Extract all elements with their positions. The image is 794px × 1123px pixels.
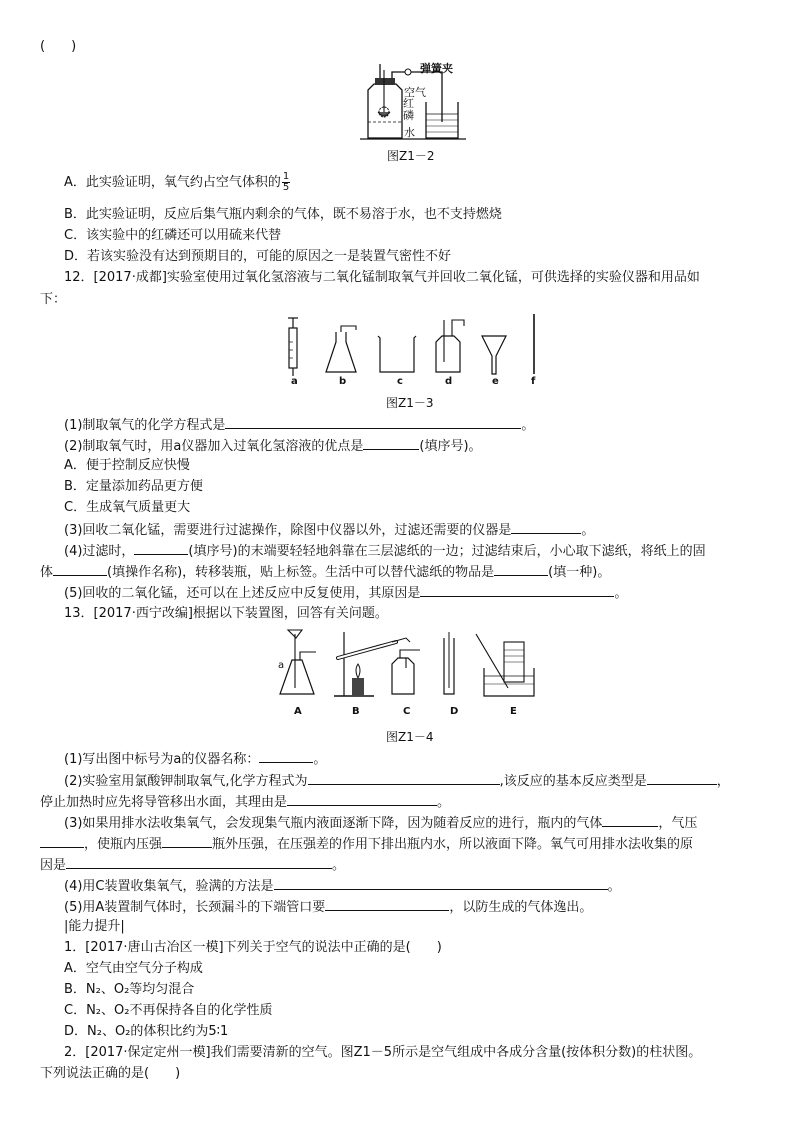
ability-q2-stem-line2: 下列说法正确的是( ) xyxy=(40,1066,181,1081)
ability-q1-option-a: A．空气由空气分子构成 xyxy=(64,961,203,976)
figure-z1-3 xyxy=(280,312,550,392)
answer-blank[interactable] xyxy=(162,834,212,848)
q13-part3-text4: 瓶外压强，在压强差的作用下排出瓶内水，所以液面下降。氧气可用排水法收集的原 xyxy=(212,837,694,852)
q12-option-c: C．生成氧气质量更大 xyxy=(64,500,191,515)
apparatus-label-a: a xyxy=(291,376,298,387)
conical-flask-apparatus xyxy=(326,326,356,372)
q13-part1-end: 。 xyxy=(313,752,327,767)
q11-option-d: D．若该实验没有达到预期目的，可能的原因之一是装置气密性不好 xyxy=(64,249,452,264)
q13-part3-text: (3)如果用排水法收集氧气，会发现集气瓶内液面逐渐下降，因为随着反应的进行，瓶内的气体 xyxy=(64,816,603,831)
q13-part5-end: ，以防生成的气体逸出。 xyxy=(449,900,593,915)
answer-blank[interactable] xyxy=(602,813,658,827)
answer-blank[interactable] xyxy=(325,897,449,911)
apparatus-D xyxy=(444,632,454,694)
answer-bracket: ( ) xyxy=(40,39,77,54)
q12-part5 xyxy=(64,583,627,603)
q13-part5 xyxy=(64,897,592,917)
label-clamp: 弹簧夹 xyxy=(420,62,453,75)
fraction-one-fifth xyxy=(282,172,290,193)
q13-part2-line1 xyxy=(64,771,730,791)
q13-part2-text4: 停止加热时应先将导管移出水面，其理由是 xyxy=(40,795,288,810)
q13-part3-line3 xyxy=(40,855,345,875)
apparatus-label-c: c xyxy=(397,376,403,387)
q12-part3-text: (3)回收二氧化锰，需要进行过滤操作，除图中仪器以外，过滤还需要的仪器是 xyxy=(64,523,512,538)
q12-part1-text: (1)制取氧气的化学方程式是 xyxy=(64,418,226,433)
apparatus-label-E: E xyxy=(510,706,517,717)
apparatus-E xyxy=(476,634,534,696)
label-water: 水 xyxy=(404,126,415,139)
q13-part2-text3: ， xyxy=(716,774,730,789)
q13-part2-text2: ,该反应的基本反应类型是 xyxy=(499,774,647,789)
figure-caption-z1-4: 图Z1－4 xyxy=(386,730,434,744)
apparatus-B xyxy=(334,632,410,696)
q13-part3-end: 。 xyxy=(332,858,346,873)
answer-blank[interactable] xyxy=(134,541,188,555)
q13-stem: 13．[2017·西宁改编]根据以下装置图，回答有关问题。 xyxy=(64,606,388,621)
answer-blank[interactable] xyxy=(494,562,548,576)
figure-z1-4 xyxy=(272,628,540,702)
answer-blank[interactable] xyxy=(308,771,500,785)
q13-part3-text2: ，气压 xyxy=(658,816,698,831)
q13-part2-line2 xyxy=(40,792,450,812)
label-phosphorus: 红磷 xyxy=(403,97,414,122)
beaker-apparatus xyxy=(378,336,416,372)
q13-part3-line2 xyxy=(40,834,693,854)
q12-part4-text: (4)过滤时， xyxy=(64,544,135,559)
q11-option-b: B．此实验证明，反应后集气瓶内剩余的气体，既不易溶于水，也不支持燃烧 xyxy=(64,207,502,222)
figure-caption-z1-3: 图Z1－3 xyxy=(386,396,434,410)
q12-stem-line2: 下： xyxy=(40,292,67,307)
q12-option-a: A．便于控制反应快慢 xyxy=(64,458,190,473)
q12-part2-text: (2)制取氧气时，用a仪器加入过氧化氢溶液的优点是 xyxy=(64,439,364,454)
answer-blank[interactable] xyxy=(225,415,521,429)
label-air: 空气 xyxy=(404,86,426,99)
q13-part3-text5: 因是 xyxy=(40,858,67,873)
q12-part4-line1 xyxy=(64,541,706,561)
q12-stem-line1: 12．[2017·成都]实验室使用过氧化氢溶液与二氧化锰制取氧气并回收二氧化锰，可供选择的实验仪器和用品如 xyxy=(64,270,700,285)
q11-option-a xyxy=(64,172,290,193)
apparatus-label-b: b xyxy=(339,376,347,387)
gas-bottle-apparatus xyxy=(436,320,464,372)
q12-part4-text2: (填序号)的末端要轻轻地斜靠在三层滤纸的一边；过滤结束后，小心取下滤纸，将纸上的固 xyxy=(188,544,706,559)
q12-part5-text: (5)回收的二氧化锰，还可以在上述反应中反复使用，其原因是 xyxy=(64,586,421,601)
q12-part4-text3: 体 xyxy=(40,565,54,580)
ability-q1-option-d: D．N₂、O₂的体积比约为5∶1 xyxy=(64,1024,229,1039)
q12-part3-end: 。 xyxy=(581,523,595,538)
ability-q1-stem: 1．[2017·唐山古冶区一模]下列关于空气的说法中正确的是( ) xyxy=(64,940,442,955)
q13-part4 xyxy=(64,876,621,896)
answer-blank[interactable] xyxy=(53,562,107,576)
q13-part3-text3: ，使瓶内压强 xyxy=(84,837,163,852)
apparatus-label-d: d xyxy=(445,376,453,387)
q12-part3 xyxy=(64,520,594,540)
ability-q1-option-c: C．N₂、O₂不再保持各自的化学性质 xyxy=(64,1003,273,1018)
answer-blank[interactable] xyxy=(647,771,717,785)
apparatus-A xyxy=(280,630,316,694)
syringe-apparatus xyxy=(288,318,298,376)
q12-part1-end: 。 xyxy=(521,418,535,433)
ability-q1-option-b: B．N₂、O₂等均匀混合 xyxy=(64,982,195,997)
q12-part1 xyxy=(64,415,534,435)
apparatus-C xyxy=(392,650,420,694)
answer-blank[interactable] xyxy=(274,876,608,890)
fraction-denominator: 5 xyxy=(282,182,290,193)
q13-part1 xyxy=(64,749,326,769)
q12-part5-end: 。 xyxy=(614,586,628,601)
q13-part4-end: 。 xyxy=(607,879,621,894)
funnel-apparatus xyxy=(482,336,506,374)
apparatus-label-e: e xyxy=(492,376,499,387)
q11-option-a-text: A．此实验证明，氧气约占空气体积的 xyxy=(64,175,281,190)
section-title: |能力提升| xyxy=(64,919,125,934)
q12-option-b: B．定量添加药品更方便 xyxy=(64,479,203,494)
answer-blank[interactable] xyxy=(66,855,332,869)
figure-z1-2 xyxy=(360,62,470,146)
label-a: a xyxy=(278,660,285,671)
apparatus-label-A: A xyxy=(294,706,302,717)
q12-part4-line2 xyxy=(40,562,610,582)
q12-part4-end: (填一种)。 xyxy=(548,565,611,580)
fraction-numerator: 1 xyxy=(282,171,290,182)
answer-blank[interactable] xyxy=(287,792,437,806)
answer-blank[interactable] xyxy=(259,749,313,763)
q12-part2 xyxy=(64,436,482,456)
apparatus-label-D: D xyxy=(450,706,459,717)
apparatus-label-C: C xyxy=(403,706,411,717)
q13-part3-line1 xyxy=(64,813,697,833)
q13-part4-text: (4)用C装置收集氧气，验满的方法是 xyxy=(64,879,274,894)
answer-blank[interactable] xyxy=(40,834,84,848)
q12-part2-end: (填序号)。 xyxy=(419,439,482,454)
answer-blank[interactable] xyxy=(511,520,581,534)
apparatus-label-B: B xyxy=(352,706,360,717)
answer-blank[interactable] xyxy=(363,436,419,450)
q13-part1-text: (1)写出图中标号为a的仪器名称： xyxy=(64,752,260,767)
ability-q2-stem-line1: 2．[2017·保定定州一模]我们需要清新的空气。图Z1－5所示是空气组成中各成分含量(按体积分数)的柱状图。 xyxy=(64,1045,702,1060)
answer-blank[interactable] xyxy=(420,583,614,597)
q13-part5-text: (5)用A装置制气体时，长颈漏斗的下端管口要 xyxy=(64,900,326,915)
q13-part2-end: 。 xyxy=(437,795,451,810)
q11-option-c: C．该实验中的红磷还可以用硫来代替 xyxy=(64,228,282,243)
figure-caption-z1-2: 图Z1－2 xyxy=(387,149,435,163)
q12-part4-text4: (填操作名称)，转移装瓶，贴上标签。生活中可以替代滤纸的物品是 xyxy=(107,565,495,580)
apparatus-label-f: f xyxy=(531,376,536,387)
q13-part2-text: (2)实验室用氯酸钾制取氧气,化学方程式为 xyxy=(64,774,308,789)
